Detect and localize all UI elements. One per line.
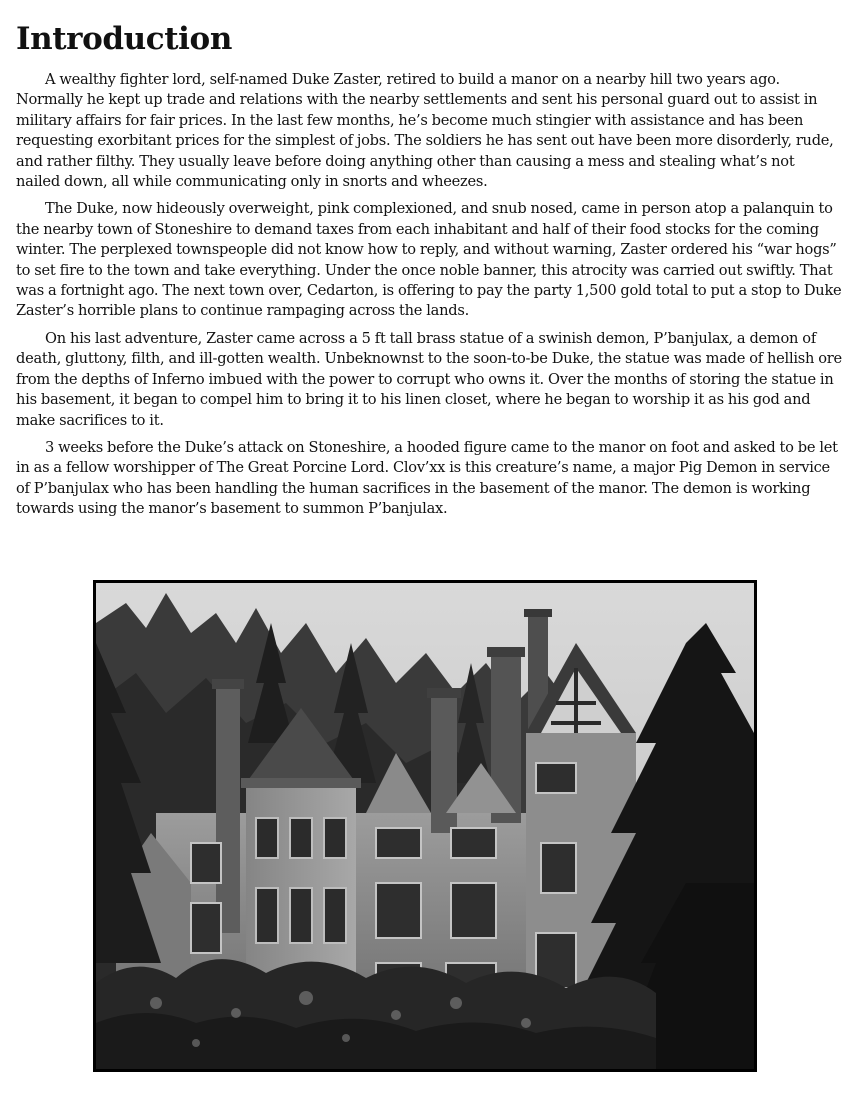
paragraph-3: On his last adventure, Zaster came across a 5 ft tall brass statue of a swinish demon, P’banjulax, a demon of death, gluttony, filth, and ill-gotten wealth. Unbeknownst to the soon-to-be Duke, the statue was made of hellish ore from the depths of Inferno imbued with the power to corrupt who owns it. Over the months of storing the statue in his basement, it began to compel him to bring it to his linen closet, where he began to worship it as his god and make sacrifices to it.: [16, 329, 842, 429]
section-heading: Introduction: [16, 21, 232, 57]
document-page: [16, 18, 842, 527]
manor-photo: [93, 580, 757, 1072]
paragraph-2: The Duke, now hideously overweight, pink complexioned, and snub nosed, came in person atop a palanquin to the nearby town of Stoneshire to demand taxes from each inhabitant and half of their food stocks for the coming winter. The perplexed townspeople did not know how to reply, and without warning, Zaster ordered his “war hogs” to set fire to the town and take everything. Under the once noble banner, this atrocity was carried out swiftly. That was a fortnight ago. The next town over, Cedarton, is offering to pay the party 1,500 gold total to put a stop to Duke Zaster’s horrible plans to continue rampaging across the lands.: [16, 200, 842, 320]
paragraph-1: A wealthy fighter lord, self-named Duke Zaster, retired to build a manor on a nearby hill two years ago. Normally he kept up trade and relations with the nearby settlements and sent his personal guard out to assist in military affairs for fair prices. In the last few months, he’s become much stingier with assistance and has been requesting exorbitant prices for the simplest of jobs. The soldiers he has sent out have been more disorderly, rude, and rather filthy. They usually leave before doing anything other than causing a mess and stealing what’s not nailed down, all while communicating only in snorts and wheezes.: [16, 71, 834, 191]
paragraph-4: 3 weeks before the Duke’s attack on Stoneshire, a hooded figure came to the manor on foot and asked to be let in as a fellow worshipper of The Great Porcine Lord. Clov’xx is this creature’s name, a major Pig Demon in service of P’banjulax who has been handling the human sacrifices in the basement of the manor. The demon is working towards using the manor’s basement to summon P’banjulax.: [16, 438, 838, 518]
manor-photo-image: [96, 583, 754, 1069]
